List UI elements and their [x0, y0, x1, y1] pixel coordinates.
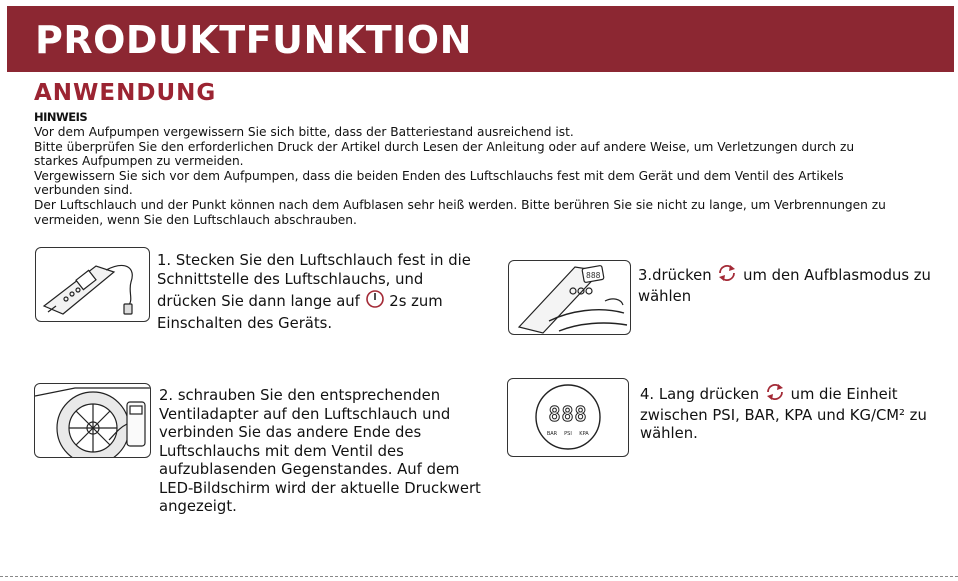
step-1-text	[157, 252, 487, 333]
step-3-text-a: 3.drücken	[638, 266, 712, 284]
step-4-text-b: um die Einheit zwischen PSI, BAR, KPA und KG/CM² zu wählen.	[640, 385, 927, 442]
step-2-text	[159, 387, 489, 517]
tire-inflating-illustration	[34, 383, 151, 458]
led-unit-kpa: KPA	[579, 431, 589, 437]
note-line: Bitte überprüfen Sie den erforderlichen Druck der Artikel durch Lesen der Anleitung oder auf andere Weise, um Verletzungen durch zu starkes Aufpumpen zu vermeiden.	[34, 139, 855, 169]
device-hose-illustration	[35, 247, 150, 322]
note-line: Vor dem Aufpumpen vergewissern Sie sich bitte, dass der Batteriestand ausreichend ist.	[34, 125, 574, 139]
page-title: PRODUKTFUNKTION	[35, 18, 472, 62]
page-bottom-divider	[0, 576, 958, 577]
device-hand-illustration	[508, 260, 631, 335]
step-1-text-a: 1. Stecken Sie den Luftschlauch fest in die Schnittstelle des Luftschlauchs, und drücken Sie dann lange auf	[157, 252, 471, 310]
step-3-text	[638, 264, 938, 306]
notes-label: HINWEIS	[34, 110, 88, 124]
step-4-text-a: 4. Lang drücken	[640, 385, 760, 403]
note-line: Vergewissern Sie sich vor dem Aufpumpen, dass die beiden Enden des Luftschlauchs fest mit dem Gerät und dem Ventil des Artikels verbunden sind.	[34, 168, 844, 198]
section-title: ANWENDUNG	[34, 80, 217, 106]
step-2-paragraph: 2. schrauben Sie den entsprechenden Ventiladapter auf den Luftschlauch und verbinden Sie das andere Ende des Luftschlauchs mit dem Ventil des aufzublasenden Gegenstandes. Auf dem LED-Bildschirm wird der aktuelle Druckwert angezeigt.	[159, 387, 481, 515]
led-display-illustration	[507, 378, 629, 457]
cycle-icon	[716, 264, 738, 288]
led-unit-bar: BAR	[546, 431, 558, 437]
svg-text:888: 888	[586, 271, 601, 280]
title-banner	[7, 6, 954, 72]
note-line: Der Luftschlauch und der Punkt können nach dem Aufblasen sehr heiß werden. Bitte berühren Sie sie nicht zu lange, um Verbrennungen zu vermeiden, wenn Sie den Luftschlauch abschrauben.	[34, 197, 886, 227]
led-digits: 888	[548, 402, 588, 426]
led-unit-psi: PSI	[564, 431, 572, 437]
cycle-icon	[764, 383, 786, 407]
step-4-text	[640, 383, 940, 444]
notes-block	[34, 125, 894, 227]
step-1-text-b: 2s zum Einschalten des Geräts.	[157, 292, 443, 332]
power-icon	[365, 289, 385, 315]
step-3-text-b: um den Aufblasmodus zu wählen	[638, 266, 931, 305]
